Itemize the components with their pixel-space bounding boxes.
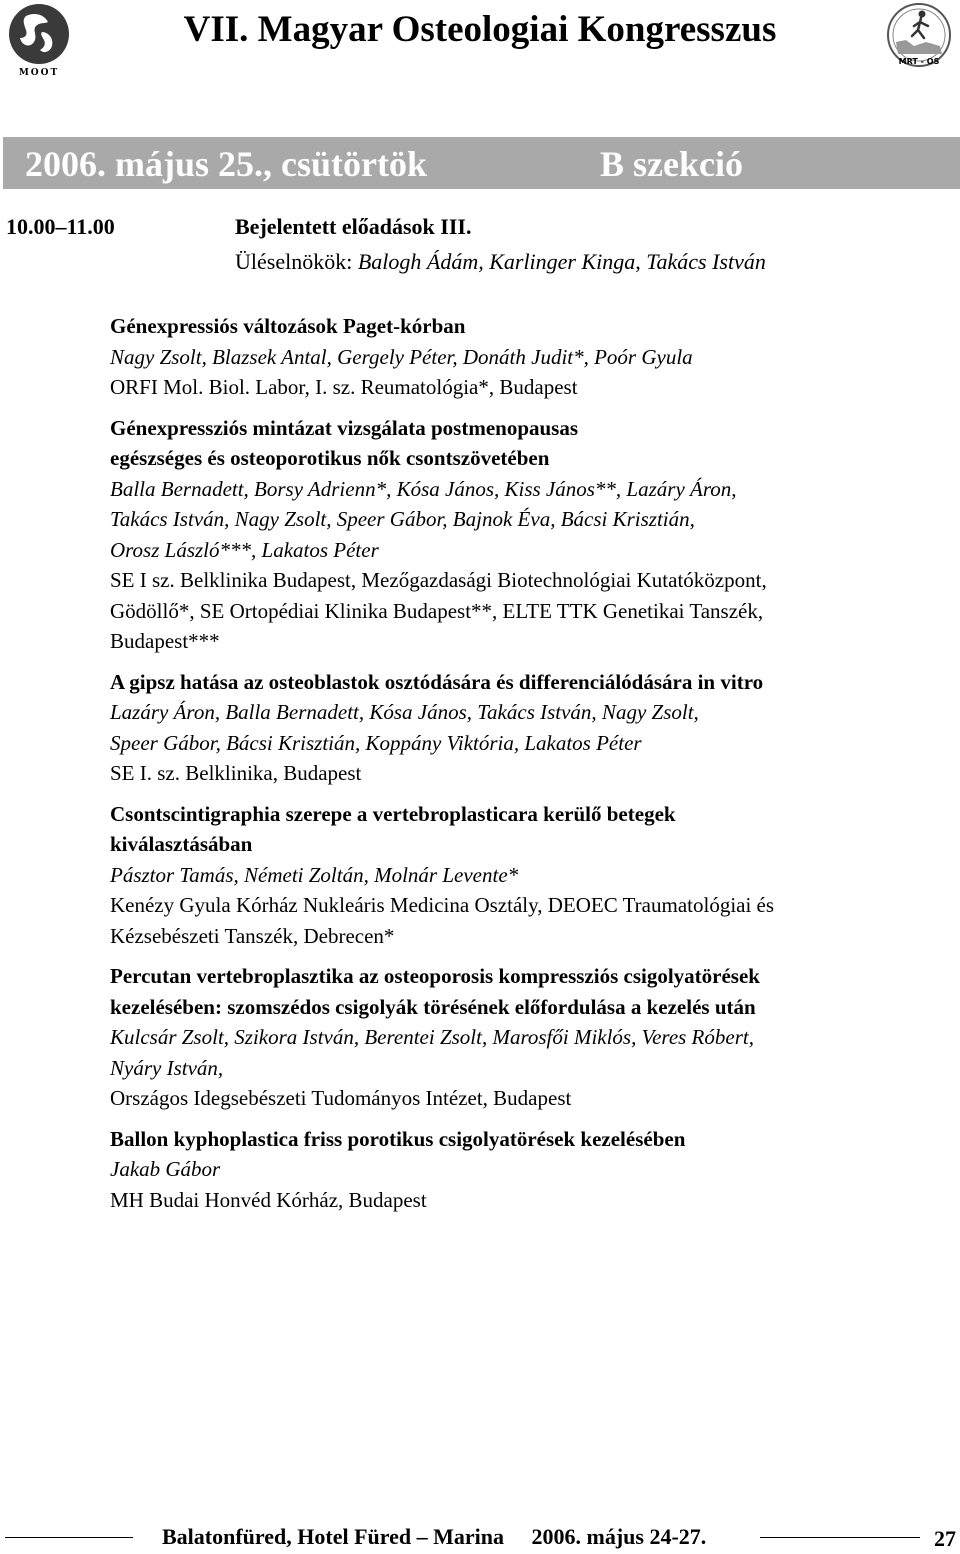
talk-affiliation: Budapest*** <box>110 629 220 653</box>
talk-authors: Balla Bernadett, Borsy Adrienn*, Kósa János, Kiss János**, Lazáry Áron, <box>110 476 737 501</box>
talk-authors: Jakab Gábor <box>110 1157 221 1181</box>
talk-title: Génexpressziós mintázat vizsgálata postmenopausas <box>110 415 579 440</box>
footer-rule-right <box>760 1537 920 1538</box>
talk-affiliation: ORFI Mol. Biol. Labor, I. sz. Reumatológia*, Budapest <box>110 375 578 399</box>
talk-authors: Kulcsár Zsolt, Szikora István, Berentei Zsolt, Marosfői Miklós, Veres Róbert, <box>110 1025 754 1049</box>
section-name: B szekció <box>600 144 743 184</box>
talk-affiliation: SE I. sz. Belklinika, Budapest <box>110 761 362 785</box>
talk-item <box>110 413 940 657</box>
session-title: Bejelentett előadások III. <box>235 214 472 239</box>
talk-title: kiválasztásában <box>110 832 253 856</box>
talk-authors: Takács István, Nagy Zsolt, Speer Gábor, Bajnok Éva, Bácsi Krisztián, <box>110 507 695 531</box>
page-header-title: VII. Magyar Osteologiai Kongresszus <box>183 9 777 50</box>
page-number: 27 <box>934 1526 956 1551</box>
talk-title: Csontscintigraphia szerepe a vertebroplasticara kerülő betegek <box>110 801 676 826</box>
footer-venue: Balatonfüred, Hotel Füred – Marina <box>162 1524 505 1549</box>
talk-title: Génexpressiós változások Paget-kórban <box>110 314 466 338</box>
talk-item <box>110 799 940 952</box>
talk-title: egészséges és osteoporotikus nők csontszövetében <box>110 446 550 470</box>
talk-title: A gipsz hatása az osteoblastok osztódására és differenciálódására in vitro <box>110 669 764 694</box>
talk-title: Percutan vertebroplasztika az osteoporosis kompressziós csigolyatörések <box>110 964 760 988</box>
talk-authors: Nagy Zsolt, Blazsek Antal, Gergely Péter, Donáth Judit*, Poór Gyula <box>110 344 693 369</box>
session-chairs <box>235 249 766 275</box>
talk-item <box>110 311 940 403</box>
footer-dates: 2006. május 24-27. <box>531 1524 707 1549</box>
talk-authors: Pásztor Tamás, Németi Zoltán, Molnár Levente* <box>110 862 519 887</box>
talk-authors: Lazáry Áron, Balla Bernadett, Kósa János, Takács István, Nagy Zsolt, <box>110 700 699 724</box>
talk-affiliation: Kézsebészeti Tanszék, Debrecen* <box>110 923 395 948</box>
talk-title: Ballon kyphoplastica friss porotikus csigolyatörések kezelésében <box>110 1126 686 1151</box>
session-time: 10.00–11.00 <box>6 214 115 239</box>
talk-affiliation: Gödöllő*, SE Ortopédiai Klinika Budapest**, ELTE TTK Genetikai Tanszék, <box>110 598 764 623</box>
talk-authors: Nyáry István, <box>110 1055 224 1080</box>
talk-item <box>110 961 940 1114</box>
talk-title: kezelésében: szomszédos csigolyák törésének előfordulása a kezelés után <box>110 994 756 1019</box>
talk-affiliation: Országos Idegsebészeti Tudományos Intézet, Budapest <box>110 1086 572 1110</box>
talk-affiliation: SE I sz. Belklinika Budapest, Mezőgazdasági Biotechnológiai Kutatóközpont, <box>110 568 767 592</box>
page-footer <box>162 1524 706 1550</box>
talk-item <box>110 667 940 789</box>
day-banner <box>3 137 960 189</box>
footer-rule-left <box>5 1537 133 1538</box>
mrt-os-logo <box>884 2 954 74</box>
chairs-label: Üléselnökök: <box>235 249 358 274</box>
chairs-names: Balogh Ádám, Karlinger Kinga, Takács István <box>357 249 766 274</box>
mrt-os-logo-text: MRT - OS <box>898 57 940 66</box>
day-date: 2006. május 25., csütörtök <box>25 144 427 184</box>
talk-list <box>110 311 940 1225</box>
talk-affiliation: MH Budai Honvéd Kórház, Budapest <box>110 1187 427 1212</box>
talk-authors: Orosz László***, Lakatos Péter <box>110 537 379 562</box>
talk-item <box>110 1124 940 1216</box>
talk-authors: Speer Gábor, Bácsi Krisztián, Koppány Viktória, Lakatos Péter <box>110 730 642 755</box>
talk-affiliation: Kenézy Gyula Kórház Nukleáris Medicina Osztály, DEOEC Traumatológiai és <box>110 893 775 917</box>
moot-logo-text: MOOT <box>18 68 60 78</box>
